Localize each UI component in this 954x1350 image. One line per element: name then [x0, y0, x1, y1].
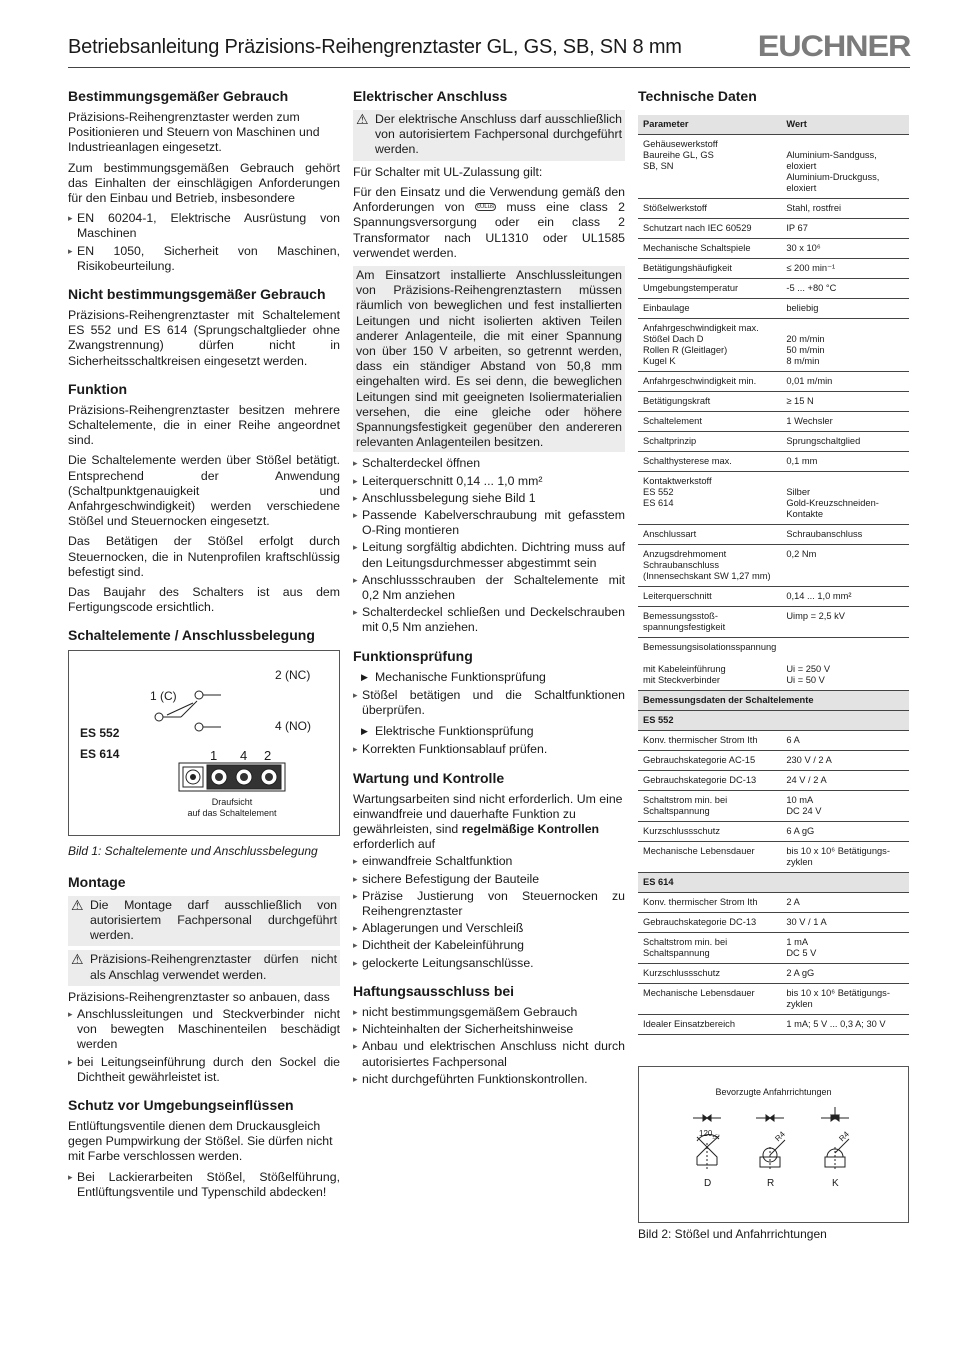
list-item: ▸ Schalterdeckel öffnen — [353, 456, 625, 471]
figure-caption: Bild 2: Stößel und Anfahrrichtungen — [638, 1227, 827, 1241]
list-item: ▸ sichere Befestigung der Bauteile — [353, 872, 625, 887]
table-cell-param: Gehäusewerkstoff Baureihe GL, GS SB, SN — [638, 135, 781, 199]
table-cell-param: Schalthysterese max. — [638, 452, 781, 472]
table-cell-value: 0,2 Nm — [781, 545, 909, 587]
paragraph: Präzisions-Reihengrenztaster werden zum Positionieren und Steuern von Maschinen und Industrieanlagen eingesetzt. — [68, 110, 320, 155]
warning-text: Präzisions-Reihengrenztaster dürfen nicht als Anschlag verwendet werden. — [90, 952, 337, 982]
label-es552: ES 552 — [80, 726, 120, 741]
table-row — [638, 432, 909, 452]
list-item: ▸ Präzise Justierung von Steuernocken zu Reihengrenztaster — [353, 889, 625, 919]
table-row — [638, 1015, 909, 1035]
table-cell-param: Betätigungshäufigkeit — [638, 259, 781, 279]
warning-box — [353, 110, 625, 161]
label-4no: 4 (NO) — [275, 719, 311, 734]
table-row — [638, 135, 909, 199]
table-cell-value: bis 10 x 10⁶ Betätigungs- zyklen — [781, 842, 909, 873]
table-row — [638, 791, 909, 822]
list-item: ▸ einwandfreie Schaltfunktion — [353, 854, 625, 869]
paragraph: Präzisions-Reihengrenztaster so anbauen, dass — [68, 989, 330, 1004]
bullet-list — [68, 1170, 340, 1200]
table-cell-value: Aluminium-Sandguss, eloxiert Aluminium-Druckguss, eloxiert — [781, 135, 909, 199]
table-cell-value: -5 ... +80 °C — [781, 279, 909, 299]
list-item: ▸ Dichtheit der Kabeleinführung — [353, 938, 625, 953]
table-cell-param: Kurzschlussschutz — [638, 822, 781, 842]
column-2 — [353, 88, 625, 1091]
page-title: Betriebsanleitung Präzisions-Reihengrenztaster GL, GS, SB, SN 8 mm — [68, 36, 682, 58]
paragraph: Das Betätigen der Stößel erfolgt durch Steuernocken, die in Nutenprofilen kraftschlüssig befestigt sind. — [68, 534, 340, 579]
table-row — [638, 372, 909, 392]
table-section-row — [638, 711, 909, 731]
table-row — [638, 933, 909, 964]
table-cell-value: 0,01 m/min — [781, 372, 909, 392]
table-section-row — [638, 873, 909, 893]
table-cell-value: Sprungschaltglied — [781, 432, 909, 452]
table-row — [638, 638, 909, 691]
table-cell-param: Bemessungsisolationsspannung mit Kabeleinführung mit Steckverbinder — [638, 638, 781, 691]
list-item: ▸ Anschlussleitungen und Steckverbinder nicht von bewegten Maschinenteilen beschädigt werden — [68, 1007, 340, 1053]
paragraph-part: Für den Einsatz und die Verwendung gemäß den Anforderungen von — [353, 184, 625, 215]
table-row — [638, 525, 909, 545]
euchner-logo: EUCHNER — [757, 30, 910, 63]
fig-note: auf das Schaltelement — [187, 808, 277, 819]
triangle-icon: ▶ — [361, 726, 368, 737]
ul-info-box: Am Einsatzort installierte Anschlussleitungen von Präzisions-Reihengrenztastern müssen räumlich von beweglichen und fest installierten Leitungen und nicht isolierten aktiven Teilen anderer Anlagenteile, die mit einer Spannung von über 150 V arbeiten, so getrennt werden, dass ein ständiger Abstand von 50,8 mm eingehalten wird. Es sei denn, die beweglichen Leitungen sind mit geeigneten Isoliermaterialien versehen, die eine gleiche oder höhere Spannungsfestigkeit gegenüber den andereren relevanten Anlagenteilen besitzen. — [353, 266, 625, 452]
table-cell-value: 0,1 mm — [781, 452, 909, 472]
table-section-label: ES 614 — [638, 873, 909, 893]
bullet-list — [353, 854, 625, 970]
table-cell-value: 24 V / 2 A — [781, 771, 909, 791]
angle-label — [699, 1129, 720, 1141]
triangle-icon: ▶ — [361, 671, 368, 682]
section-heading: Nicht bestimmungsgemäßer Gebrauch — [68, 286, 326, 303]
table-cell-value: ≤ 200 min⁻¹ — [781, 259, 909, 279]
bullet-list — [68, 211, 340, 274]
table-cell-value: Stahl, rostfrei — [781, 199, 909, 219]
table-cell-value: 30 x 10⁶ — [781, 239, 909, 259]
table-cell-param: Schaltstrom min. bei Schaltspannung — [638, 791, 781, 822]
plunger-diagram — [639, 1067, 908, 1222]
list-item: ▸ Nichteinhalten der Sicherheitshinweise — [353, 1022, 625, 1037]
table-cell-value: 6 A gG — [781, 822, 909, 842]
warning-text: Der elektrische Anschluss darf ausschließlich von autorisiertem Fachpersonal durchgeführt werden. — [375, 112, 622, 157]
list-item: ▸ Passende Kabelverschraubung mit gefasstem O-Ring montieren — [353, 508, 625, 538]
paragraph — [353, 792, 625, 853]
table-cell-param: Mechanische Lebensdauer — [638, 984, 781, 1015]
warning-icon: ⚠ — [356, 111, 369, 127]
list-item: ▸ Schalterdeckel schließen und Deckelschrauben mit 0,5 Nm anziehen. — [353, 605, 625, 635]
table-cell-value: Ui = 250 V Ui = 50 V — [781, 638, 909, 691]
list-item: ▸ Leiterquerschnitt 0,14 ... 1,0 mm² — [353, 474, 625, 489]
table-row — [638, 587, 909, 607]
table-cell-param: Schutzart nach IEC 60529 — [638, 219, 781, 239]
table-section-row — [638, 691, 909, 711]
radius-label: R4 — [837, 1129, 851, 1144]
table-cell-param: Anfahrgeschwindigkeit max. Stößel Dach D Rollen R (Gleitlager) Kugel K — [638, 319, 781, 372]
paragraph: Entlüftungsventile dienen dem Druckausgleich gegen Pumpwirkung der Stößel. Sie dürfen nicht mit Farbe verschlossen werden. — [68, 1118, 333, 1164]
label-1c: 1 (C) — [150, 689, 177, 704]
label-d: D — [704, 1178, 712, 1189]
culus-mark-icon: cULus — [476, 204, 494, 211]
list-item: ▸ nicht bestimmungsgemäßem Gebrauch — [353, 1005, 625, 1020]
table-row — [638, 822, 909, 842]
table-cell-value: 6 A — [781, 731, 909, 751]
table-cell-param: Anfahrgeschwindigkeit min. — [638, 372, 781, 392]
section-heading: Schaltelemente / Anschlussbelegung — [68, 627, 315, 644]
paragraph-bold: regelmäßige Kontrollen — [461, 822, 600, 837]
list-item: ▸ Bei Lackierarbeiten Stößel, Stößelführung, Entlüftungsventile und Typenschild abdecken! — [68, 1170, 340, 1200]
warning-box — [68, 896, 340, 947]
technical-data-table — [638, 115, 909, 1035]
terminal-num-2: 2 — [264, 748, 272, 764]
table-cell-value: 1 mA; 5 V ... 0,3 A; 30 V — [781, 1015, 909, 1035]
paragraph: Präzisions-Reihengrenztaster mit Schaltelement ES 552 und ES 614 (Sprungschaltglieder ohne Zwangstrennung) dürfen nicht in Sicherheitsschaltkreisen eingesetzt werden. — [68, 308, 340, 368]
bullet-list — [68, 1007, 340, 1085]
label-2nc: 2 (NC) — [275, 668, 311, 683]
warning-text: Die Montage darf ausschließlich von autorisiertem Fachpersonal durchgeführt werden. — [90, 897, 337, 943]
list-item: ▸ gelockerte Leitungsanschlüsse. — [353, 956, 625, 971]
list-item: ▸ Korrekten Funktionsablauf prüfen. — [353, 742, 625, 757]
label-r: R — [767, 1178, 775, 1189]
table-section-label: ES 552 — [638, 711, 909, 731]
table-row — [638, 964, 909, 984]
list-item: ▸ EN 1050, Sicherheit von Maschinen, Risikobeurteilung. — [68, 244, 340, 274]
list-item: ▸ EN 60204-1, Elektrische Ausrüstung von Maschinen — [68, 211, 340, 241]
table-cell-param: Betätigungskraft — [638, 392, 781, 412]
table-cell-param: Umgebungstemperatur — [638, 279, 781, 299]
paragraph: Präzisions-Reihengrenztaster besitzen mehrere Schaltelemente, die in einer Reihe angeordnet sind. — [68, 402, 340, 448]
column-1 — [68, 88, 340, 1204]
warning-icon: ⚠ — [71, 896, 84, 913]
page-header — [68, 30, 910, 68]
paragraph-part: Wartungsarbeiten sind nicht erforderlich. Um eine einwandfreie und dauerhafte Funktion zu gewährleisten, sind — [353, 791, 623, 837]
table-cell-value: Wert — [781, 115, 909, 135]
angle-tolerance: ±5° — [712, 1134, 720, 1141]
table-cell-param: Gebrauchskategorie AC-15 — [638, 751, 781, 771]
list-item: ▸ Anschlussbelegung siehe Bild 1 — [353, 491, 625, 506]
table-header-row — [638, 115, 909, 135]
section-heading: Wartung und Kontrolle — [353, 769, 505, 786]
table-cell-value: 0,14 ... 1,0 mm² — [781, 587, 909, 607]
subheading — [353, 670, 625, 685]
table-cell-value: ≥ 15 N — [781, 392, 909, 412]
radius-label: R4 — [773, 1129, 787, 1144]
subheading — [353, 724, 625, 739]
warning-box — [68, 950, 340, 985]
table-cell-value: 30 V / 1 A — [781, 913, 909, 933]
table-cell-param: Schaltstrom min. bei Schaltspannung — [638, 933, 781, 964]
table-cell-param: Anschlussart — [638, 525, 781, 545]
table-cell-value: 230 V / 2 A — [781, 751, 909, 771]
table-cell-value: beliebig — [781, 299, 909, 319]
list-item: ▸ Ablagerungen und Verschleiß — [353, 921, 625, 936]
bullet-list — [353, 1005, 625, 1087]
table-row — [638, 913, 909, 933]
fig-note: Draufsicht — [211, 797, 253, 808]
label-k: K — [832, 1178, 839, 1189]
paragraph: Zum bestimmungsgemäßen Gebrauch gehört das Einhalten der einschlägigen Anforderungen für den Einbau und Betrieb, insbesondere — [68, 160, 340, 206]
bullet-list — [353, 742, 625, 757]
table-row — [638, 412, 909, 432]
table-row — [638, 319, 909, 372]
table-cell-value: 1 Wechsler — [781, 412, 909, 432]
table-cell-value: 1 mA DC 5 V — [781, 933, 909, 964]
table-cell-param: Kurzschlussschutz — [638, 964, 781, 984]
paragraph: Das Baujahr des Schalters ist aus dem Fertigungscode ersichtlich. — [68, 585, 340, 615]
table-cell-param: Mechanische Schaltspiele — [638, 239, 781, 259]
terminal-num-1: 1 — [210, 748, 218, 764]
table-cell-param: Anzugsdrehmoment Schraubanschluss (Innensechskant SW 1,27 mm) — [638, 545, 781, 587]
subheading-text: Mechanische Funktionsprüfung — [375, 669, 546, 684]
table-row — [638, 607, 909, 638]
table-row — [638, 842, 909, 873]
table-row — [638, 219, 909, 239]
table-cell-value: bis 10 x 10⁶ Betätigungs- zyklen — [781, 984, 909, 1015]
table-cell-param: Kontaktwerkstoff ES 552 ES 614 — [638, 472, 781, 525]
table-cell-param: Stößelwerkstoff — [638, 199, 781, 219]
table-row — [638, 392, 909, 412]
table-row — [638, 279, 909, 299]
column-3 — [638, 88, 909, 1035]
table-row — [638, 239, 909, 259]
table-cell-param: Gebrauchskategorie DC-13 — [638, 913, 781, 933]
table-cell-value: Silber Gold-Kreuzschneiden-Kontakte — [781, 472, 909, 525]
table-section-label: Bemessungsdaten der Schaltelemente — [638, 691, 909, 711]
table-cell-param: Bemessungsstoß- spannungsfestigkeit — [638, 607, 781, 638]
table-cell-value: 20 m/min 50 m/min 8 m/min — [781, 319, 909, 372]
table-row — [638, 751, 909, 771]
table-cell-param: Konv. thermischer Strom Ith — [638, 731, 781, 751]
list-item: ▸ Leitung sorgfältig abdichten. Dichtring muss auf den Leitungsdurchmesser abgestimmt sein — [353, 540, 625, 570]
paragraph: Die Schaltelemente werden über Stößel betätigt. Entsprechend der Anwendung (Schaltpunktgenauigkeit und Anfahrgeschwindigkeit) werden verschiedene Stößel und Steuernocken eingesetzt. — [68, 453, 340, 529]
figure-switching-elements — [68, 650, 340, 836]
table-row — [638, 984, 909, 1015]
table-row — [638, 545, 909, 587]
section-heading: Haftungsausschluss bei — [353, 982, 515, 999]
bullet-list — [353, 688, 625, 718]
table-cell-param: Mechanische Lebensdauer — [638, 842, 781, 873]
table-cell-value: Schraubanschluss — [781, 525, 909, 545]
paragraph — [353, 185, 625, 261]
table-cell-param: Schaltelement — [638, 412, 781, 432]
section-heading: Elektrischer Anschluss — [353, 88, 508, 104]
table-cell-param: Idealer Einsatzbereich — [638, 1015, 781, 1035]
fig-title: Bevorzugte Anfahrrichtungen — [715, 1087, 832, 1097]
terminal-block — [179, 763, 285, 791]
table-cell-value: IP 67 — [781, 219, 909, 239]
table-row — [638, 259, 909, 279]
table-row — [638, 472, 909, 525]
table-cell-param: Parameter — [638, 115, 781, 135]
subheading-text: Elektrische Funktionsprüfung — [375, 724, 534, 739]
label-es614: ES 614 — [80, 747, 120, 762]
table-cell-param: Leiterquerschnitt — [638, 587, 781, 607]
section-heading: Montage — [68, 873, 126, 890]
list-item: ▸ nicht durchgeführten Funktionskontrollen. — [353, 1072, 625, 1087]
paragraph-part: muss eine class 2 Spannungsversorgung oder ein class 2 Transformator nach UL1310 oder UL1585 verwendet werden. — [353, 200, 626, 260]
table-row — [638, 299, 909, 319]
list-item: ▸ Anbau und elektrischen Anschluss nicht durch autorisiertes Fachpersonal — [353, 1039, 625, 1069]
table-row — [638, 771, 909, 791]
table-row — [638, 731, 909, 751]
table-row — [638, 893, 909, 913]
table-cell-value: 10 mA DC 24 V — [781, 791, 909, 822]
section-heading: Technische Daten — [638, 88, 757, 104]
table-row — [638, 452, 909, 472]
table-cell-value: 2 A — [781, 893, 909, 913]
table-cell-param: Schaltprinzip — [638, 432, 781, 452]
warning-icon: ⚠ — [71, 951, 84, 968]
table-cell-value: Uimp = 2,5 kV — [781, 607, 909, 638]
section-heading: Schutz vor Umgebungseinflüssen — [68, 1096, 294, 1113]
table-cell-param: Konv. thermischer Strom Ith — [638, 893, 781, 913]
terminal-num-4: 4 — [240, 748, 248, 764]
list-item: ▸ Stößel betätigen und die Schaltfunktionen überprüfen. — [353, 688, 625, 718]
figure-actuation-directions — [638, 1066, 909, 1223]
table-cell-value: 2 A gG — [781, 964, 909, 984]
table-cell-param: Gebrauchskategorie DC-13 — [638, 771, 781, 791]
table-row — [638, 199, 909, 219]
section-heading: Funktionsprüfung — [353, 647, 473, 664]
table-cell-param: Einbaulage — [638, 299, 781, 319]
bullet-list — [353, 456, 625, 635]
paragraph-part: erforderlich auf — [353, 837, 436, 852]
section-heading: Bestimmungsgemäßer Gebrauch — [68, 88, 289, 104]
list-item: ▸ Anschlussschrauben der Schaltelemente mit 0,2 Nm anziehen — [353, 573, 625, 603]
figure-caption: Bild 1: Schaltelemente und Anschlussbelegung — [68, 844, 318, 859]
paragraph: Für Schalter mit UL-Zulassung gilt: — [353, 164, 543, 179]
angle-value: 120 — [699, 1129, 713, 1138]
section-heading: Funktion — [68, 380, 128, 397]
list-item: ▸ bei Leitungseinführung durch den Sockel die Dichtheit gewährleistet ist. — [68, 1055, 340, 1085]
